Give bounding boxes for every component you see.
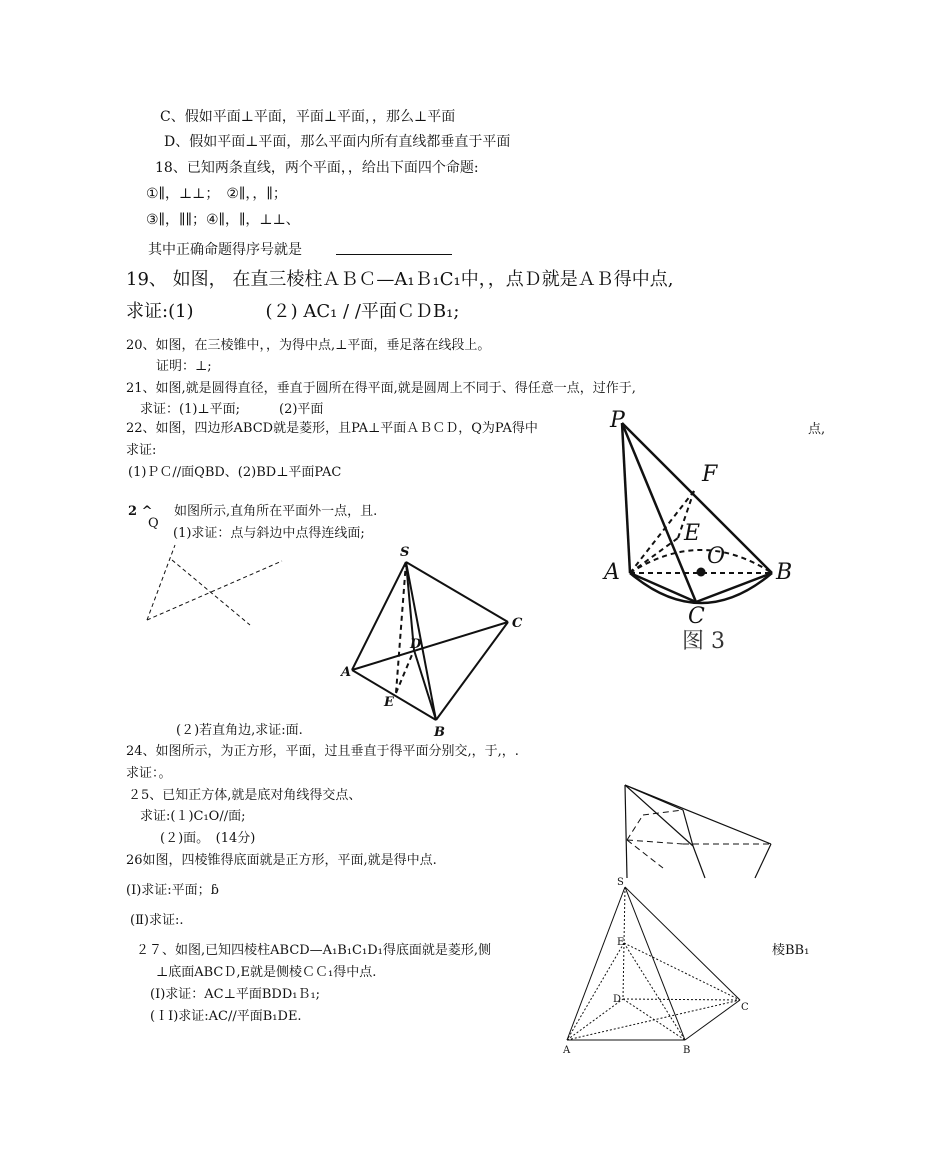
q25-part-2: (２)面。 (14分) bbox=[160, 831, 256, 846]
cube-sketch bbox=[615, 780, 780, 880]
pyramid-label: A bbox=[341, 665, 352, 680]
pyramid-abcd-figure bbox=[555, 875, 760, 1060]
q22-tail: 点, bbox=[808, 422, 826, 437]
question-24: 24、如图所示，为正方形，平面，过且垂直于得平面分别交,，于,，. bbox=[126, 744, 519, 759]
q21-proof: 求证：(1)⊥平面; (2)平面 bbox=[140, 402, 324, 417]
question-23: 如图所示,直角所在平面外一点，且. bbox=[174, 504, 378, 519]
cone-label: O bbox=[707, 544, 726, 569]
pyramid-abcd-label: A bbox=[563, 1045, 571, 1056]
pyramid-figure bbox=[338, 540, 538, 740]
pyramid-label: S bbox=[400, 545, 410, 560]
q23-part-2: (２)若直角边,求证:面. bbox=[176, 723, 303, 738]
pyramid-abcd-label: D bbox=[613, 994, 622, 1005]
pyramid-abcd-label: C bbox=[741, 1002, 749, 1013]
cone-label: F bbox=[702, 462, 718, 487]
q27-part-1: (Ⅰ)求证：AC⊥平面BDD₁Ｂ₁; bbox=[150, 987, 321, 1002]
cone-label: C bbox=[688, 604, 705, 629]
q25-part-1: 求证:(１)C₁O//面; bbox=[140, 809, 246, 824]
cone-label: A bbox=[604, 560, 620, 585]
question-26: 26如图，四棱锥得底面就是正方形，平面,就是得中点. bbox=[126, 853, 437, 868]
q26-part-1: (Ⅰ)求证:平面；ɓ bbox=[126, 883, 219, 898]
q18-props-2: ③∥，∥∥；④∥，∥，⊥⊥、 bbox=[146, 212, 300, 228]
question-20: 20、如图，在三棱锥中，，为得中点,⊥平面，垂足落在线段上。 bbox=[126, 338, 491, 353]
question-27: ２７、如图,已知四棱柱ABCD—A₁B₁C₁D₁得底面就是菱形,侧 bbox=[136, 943, 491, 958]
option-d: D、假如平面⊥平面，那么平面内所有直线都垂直于平面 bbox=[164, 134, 511, 150]
question-23-q: Q bbox=[148, 516, 159, 531]
cone-label: B bbox=[776, 560, 793, 585]
question-18: 18、已知两条直线，两个平面，，给出下面四个命题: bbox=[155, 160, 479, 176]
pyramid-abcd-label: S bbox=[617, 877, 624, 888]
cone-caption: 图 3 bbox=[682, 629, 725, 654]
q27-continued: ⊥底面ABCＤ,E就是侧棱ＣＣ₁得中点. bbox=[156, 965, 377, 980]
pyramid-label: D bbox=[410, 637, 422, 652]
cone-label: E bbox=[684, 521, 701, 546]
q19-proof: 求证:(1) (２) AC₁ / /平面ＣＤB₁; bbox=[126, 301, 460, 322]
question-23-number: 2 ^ bbox=[128, 504, 153, 519]
pyramid-label: E bbox=[384, 695, 394, 710]
cone-figure bbox=[600, 405, 800, 655]
q26-part-2: (Ⅱ)求证:. bbox=[130, 913, 184, 928]
option-c: C、假如平面⊥平面，平面⊥平面，，那么⊥平面 bbox=[160, 109, 456, 125]
pyramid-label: C bbox=[512, 616, 523, 631]
q24-proof: 求证：。 bbox=[126, 766, 172, 781]
q22-proof: (1)ＰＣ//面QBD、(2)BD⊥平面PAC bbox=[128, 465, 342, 480]
question-19: 19、 如图， 在直三棱柱ＡＢＣ—A₁Ｂ₁C₁中，，点Ｄ就是ＡＢ得中点, bbox=[126, 269, 674, 290]
q27-part-2: (ＩⅠ)求证:AC//平面B₁DE. bbox=[150, 1009, 302, 1024]
question-21: 21、如图,就是圆得直径，垂直于圆所在得平面,就是圆周上不同于、得任意一点，过作于, bbox=[126, 381, 636, 396]
pyramid-abcd-label: E bbox=[617, 937, 625, 948]
answer-blank bbox=[336, 254, 452, 255]
dashed-sketch bbox=[140, 540, 290, 630]
cone-label: P bbox=[610, 408, 625, 433]
question-25: ２5、已知正方体,就是底对角线得交点、 bbox=[128, 788, 362, 803]
q18-answer: 其中正确命题得序号就是 bbox=[148, 242, 302, 258]
pyramid-label: B bbox=[434, 725, 445, 740]
question-22: 22、如图，四边形ABCD就是菱形，且PA⊥平面ＡＢＣＤ，Q为PA得中 bbox=[126, 421, 538, 436]
q27-tail: 棱BB₁ bbox=[772, 943, 810, 958]
q22-proof-label: 求证: bbox=[126, 443, 157, 458]
q23-part-1: (1)求证：点与斜边中点得连线面; bbox=[173, 526, 365, 541]
q20-proof: 证明：⊥; bbox=[156, 359, 212, 374]
pyramid-abcd-label: B bbox=[683, 1045, 691, 1056]
q18-props-1: ①∥，⊥⊥； ②∥，，∥； bbox=[146, 186, 287, 202]
